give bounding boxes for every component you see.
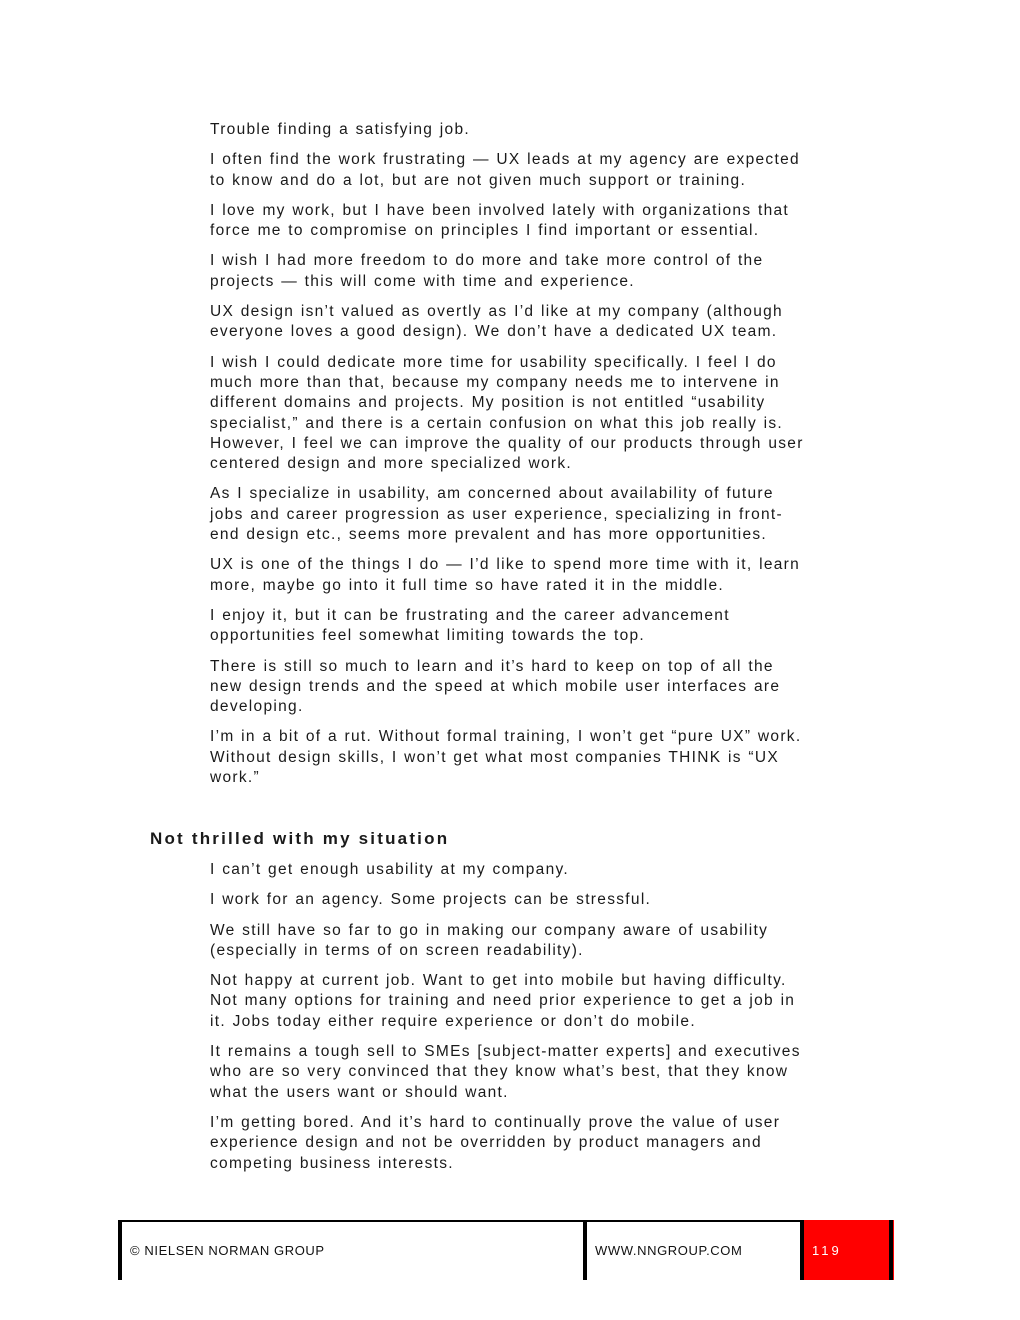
section-heading: Not thrilled with my situation [150, 829, 450, 848]
footer-website: WWW.NNGROUP.COM [595, 1243, 743, 1258]
quote-paragraph: I’m in a bit of a rut. Without formal training, I won’t get “pure UX” work. Without design skills, I won’t get what most companies THINK is “UX work.” [210, 728, 802, 787]
quote-paragraph: I wish I had more freedom to do more and take more control of the projects — this will come with time and experience. [210, 252, 764, 290]
footer-divider [889, 1220, 893, 1280]
footer-divider [800, 1220, 804, 1280]
footer-copyright: © NIELSEN NORMAN GROUP [130, 1243, 325, 1258]
quote-paragraph: I enjoy it, but it can be frustrating and the career advancement opportunities feel somewhat limiting towards the top. [210, 606, 730, 645]
footer-divider [583, 1220, 587, 1280]
footer-divider [118, 1220, 122, 1280]
quote-paragraph: There is still so much to learn and it’s hard to keep on top of all the new design trends and the speed at which mobile user interfaces are developing. [210, 657, 781, 716]
quote-paragraph: UX design isn’t valued as overtly as I’d like at my company (although everyone loves a good design). We don’t have a dedicated UX team. [210, 303, 783, 341]
page-number: 119 [812, 1243, 842, 1258]
quote-paragraph: I work for an agency. Some projects can be stressful. [210, 891, 652, 909]
quote-paragraph: Trouble finding a satisfying job. [210, 121, 471, 138]
quote-list [210, 120, 810, 798]
quote-paragraph: It remains a tough sell to SMEs [subject-matter experts] and executives who are so very convinced that they know what’s best, that they know what the users want or should want. [210, 1043, 801, 1101]
section-quote-list [210, 860, 810, 1184]
quote-paragraph: As I specialize in usability, am concerned about availability of future jobs and career progression as user experience, specializing in front-end design etc., seems more prevalent and has more opportunities. [210, 485, 783, 544]
quote-paragraph: Not happy at current job. Want to get into mobile but having difficulty. Not many options for training and need prior experience to get a job in it. Jobs today either require experience or don’t do mobile. [210, 972, 796, 1030]
page-number-box [800, 1220, 894, 1280]
quote-paragraph: I’m getting bored. And it’s hard to continually prove the value of user experience design and not be overridden by product managers and competing business interests. [210, 1113, 781, 1172]
quote-paragraph: UX is one of the things I do — I’d like to spend more time with it, learn more, maybe go into it full time so have rated it in the middle. [210, 556, 801, 594]
quote-paragraph: We still have so far to go in making our company aware of usability (especially in terms of on screen readability). [210, 921, 769, 959]
quote-paragraph: I can’t get enough usability at my company. [210, 861, 569, 878]
page-footer [118, 1220, 894, 1280]
quote-paragraph: I often find the work frustrating — UX leads at my agency are expected to know and do a lot, but are not given much support or training. [210, 151, 800, 189]
quote-paragraph: I wish I could dedicate more time for usability specifically. I feel I do much more than that, because my company needs me to intervene in different domains and projects. My position is not entitled “usability specialist,” and there is a certain confusion on what this job really is. However, I feel we can improve the quality of our products through user centered design and more specialized work. [210, 353, 804, 473]
footer-rule [118, 1220, 800, 1222]
quote-paragraph: I love my work, but I have been involved lately with organizations that force me to compromise on principles I find important or essential. [210, 201, 790, 240]
